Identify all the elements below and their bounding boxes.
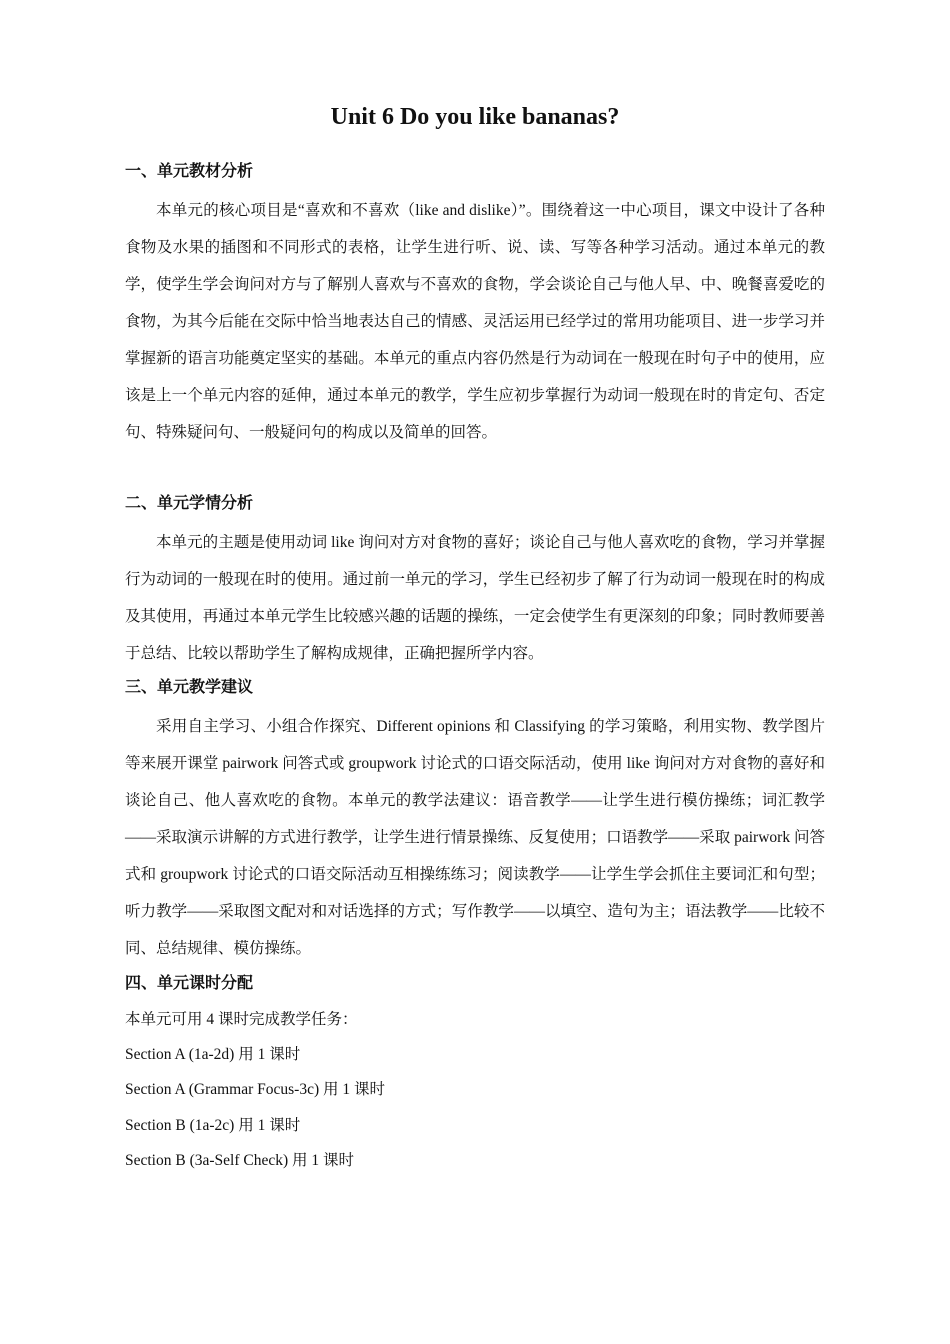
section-paragraph-student-analysis: 本单元的主题是使用动词 like 询问对方对食物的喜好；谈论自己与他人喜欢吃的食物，学习并掌握行为动词的一般现在时的使用。通过前一单元的学习，学生已经初步了解了行为动词一般现在时的构成及其使用，再通过本单元学生比较感兴趣的话题的操练，一定会使学生有更深刻的印象；同时教师要善于总结、比较以帮助学生了解构成规律，正确把握所学内容。 (125, 534, 825, 662)
section-heading-textbook-analysis: 一、单元教材分析 (125, 163, 254, 180)
lesson-allocation-intro: 本单元可用 4 课时完成教学任务： (125, 1011, 358, 1028)
lesson-item: Section B (1a-2c) 用 1 课时 (125, 1117, 301, 1134)
lesson-item: Section B (3a-Self Check) 用 1 课时 (125, 1152, 355, 1169)
document-title: Unit 6 Do you like bananas? (330, 104, 620, 130)
section-paragraph-teaching-suggestions: 采用自主学习、小组合作探究、Different opinions 和 Classifying 的学习策略，利用实物、教学图片等来展开课堂 pairwork 问答式或 groupwork 讨论式的口语交际活动，使用 like 询问对方对食物的喜好和谈论自己、他人喜欢吃的食物。本单元的教学法建议：语音教学——让学生进行模仿操练；词汇教学——采取演示讲解的方式进行教学，让学生进行情景操练、反复使用；口语教学——采取 pairwork 问答式和 groupwork 讨论式的口语交际活动互相操练练习；阅读教学——让学生学会抓住主要词汇和句型；听力教学——采取图文配对和对话选择的方式；写作教学——以填空、造句为主；语法教学——比较不同、总结规律、模仿操练。 (125, 718, 825, 957)
section-heading-teaching-suggestions: 三、单元教学建议 (125, 679, 254, 696)
lesson-item: Section A (Grammar Focus-3c) 用 1 课时 (125, 1081, 386, 1098)
lesson-item: Section A (1a-2d) 用 1 课时 (125, 1046, 301, 1063)
section-heading-student-analysis: 二、单元学情分析 (125, 495, 254, 512)
section-paragraph-textbook-analysis: 本单元的核心项目是“喜欢和不喜欢（like and dislike）”。围绕着这一中心项目，课文中设计了各种食物及水果的插图和不同形式的表格，让学生进行听、说、读、写等各种学习活动。通过本单元的教学，使学生学会询问对方与了解别人喜欢与不喜欢的食物，学会谈论自己与他人早、中、晚餐喜爱吃的食物，为其今后能在交际中恰当地表达自己的情感、灵活运用已经学过的常用功能项目、进一步学习并掌握新的语言功能奠定坚实的基础。本单元的重点内容仍然是行为动词在一般现在时句子中的使用，应该是上一个单元内容的延伸，通过本单元的教学，学生应初步掌握行为动词一般现在时的肯定句、否定句、特殊疑问句、一般疑问句的构成以及简单的回答。 (125, 202, 825, 441)
section-heading-lesson-allocation: 四、单元课时分配 (125, 975, 254, 992)
